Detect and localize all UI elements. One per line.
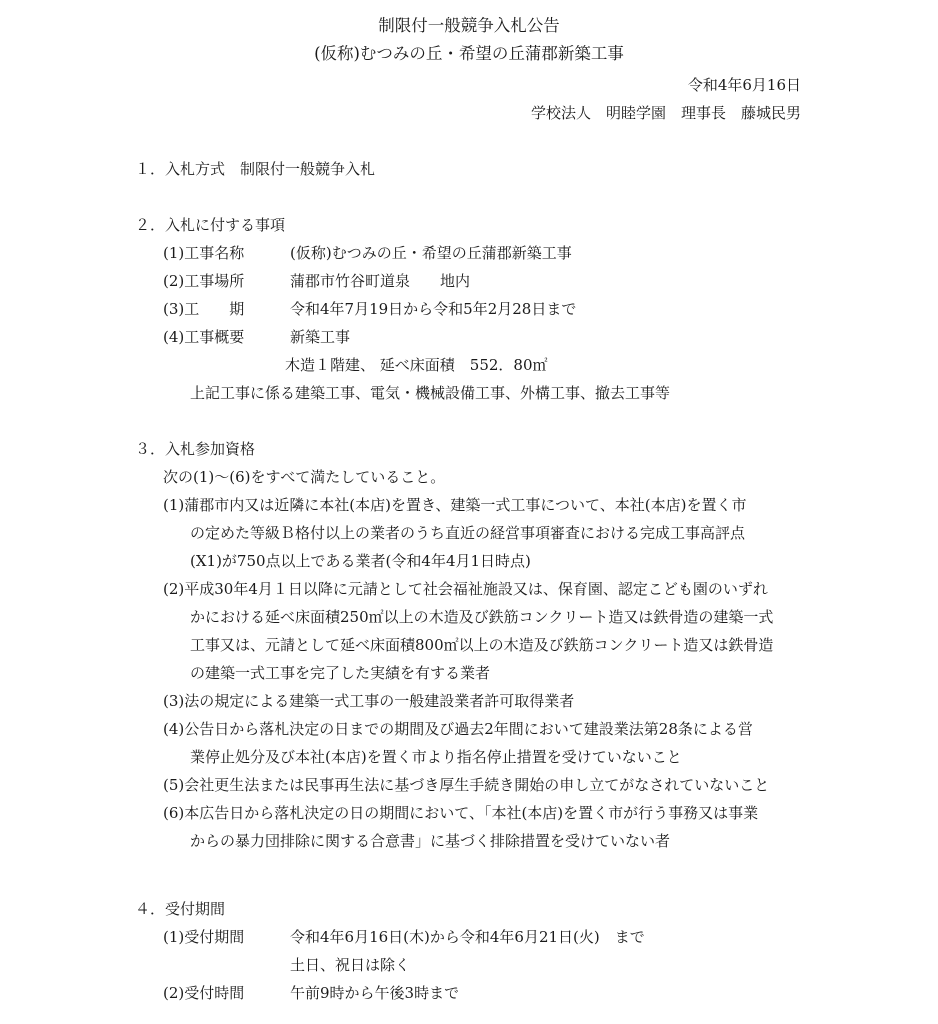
project-name-value: (仮称)むつみの丘・希望の丘蒲郡新築工事 [290,244,572,262]
qualification-line: 工事又は、元請として延べ床面積800㎡以上の木造及び鉄筋コンクリート造又は鉄骨造 [190,636,774,654]
project-outline-value: 新築工事 [290,328,351,346]
project-outline-label: (4)工事概要 [163,328,245,346]
qualification-line: からの暴力団排除に関する合意書」に基づく排除措置を受けていない者 [190,832,671,850]
project-location-label: (2)工事場所 [163,272,245,290]
reception-hours-value: 午前9時から午後3時まで [290,984,460,1002]
qualification-line: (1)蒲郡市内又は近隣に本社(本店)を置き、建築一式工事について、本社(本店)を置く市 [163,496,747,514]
reception-period-value: 令和4年6月16日(木)から令和4年6月21日(火) まで [290,928,645,946]
section-1-heading: １．入札方式 制限付一般競争入札 [135,160,376,178]
qualification-line: (2)平成30年4月１日以降に元請として社会福祉施設又は、保育園、認定こども園のいずれ [163,580,768,598]
reception-hours-label: (2)受付時間 [163,984,245,1002]
section-3-heading: ３．入札参加資格 [135,440,256,458]
section-4-heading: ４．受付期間 [135,900,226,918]
project-period-value: 令和4年7月19日から令和5年2月28日まで [290,300,577,318]
reception-period-label: (1)受付期間 [163,928,245,946]
issue-date: 令和4年6月16日 [687,76,801,94]
project-name-label: (1)工事名称 [163,244,245,262]
project-outline-detail: 木造１階建、 延べ床面積 552．80㎡ [285,356,548,374]
project-period-label: (3)工 期 [163,300,245,318]
qualification-line: かにおける延べ床面積250㎡以上の木造及び鉄筋コンクリート造又は鉄骨造の建築一式 [190,608,774,626]
qualification-line: (6)本広告日から落札決定の日の期間において、「本社(本店)を置く市が行う事務又は事業 [163,804,759,822]
qualification-line: 業停止処分及び本社(本店)を置く市より指名停止措置を受けていないこと [190,748,682,766]
project-outline-note: 上記工事に係る建築工事、電気・機械設備工事、外構工事、撤去工事等 [190,384,671,402]
qualification-line: (5)会社更生法または民事再生法に基づき厚生手続き開始の申し立てがなされていないこと [163,776,770,794]
qualification-line: (4)公告日から落札決定の日までの期間及び過去2年間において建設業法第28条による営 [163,720,753,738]
qualification-line: の定めた等級Ｂ格付以上の業者のうち直近の経営事項審査における完成工事高評点 [190,524,746,542]
qualification-line: (X1)が750点以上である業者(令和4年4月1日時点) [190,552,531,570]
qualification-line: の建築一式工事を完了した実績を有する業者 [190,664,491,682]
project-location-value: 蒲郡市竹谷町道泉 地内 [290,272,471,290]
reception-period-note: 土日、祝日は除く [290,956,411,974]
qualification-line: (3)法の規定による建築一式工事の一般建設業者許可取得業者 [163,692,575,710]
section-2-heading: ２．入札に付する事項 [135,216,286,234]
qualification-intro: 次の(1)～(6)をすべて満たしていること。 [163,468,446,486]
issuer-name: 学校法人 明睦学園 理事長 藤城民男 [530,104,801,122]
document-title: 制限付一般競争入札公告 [378,16,560,35]
document-subtitle: (仮称)むつみの丘・希望の丘蒲郡新築工事 [314,44,624,63]
